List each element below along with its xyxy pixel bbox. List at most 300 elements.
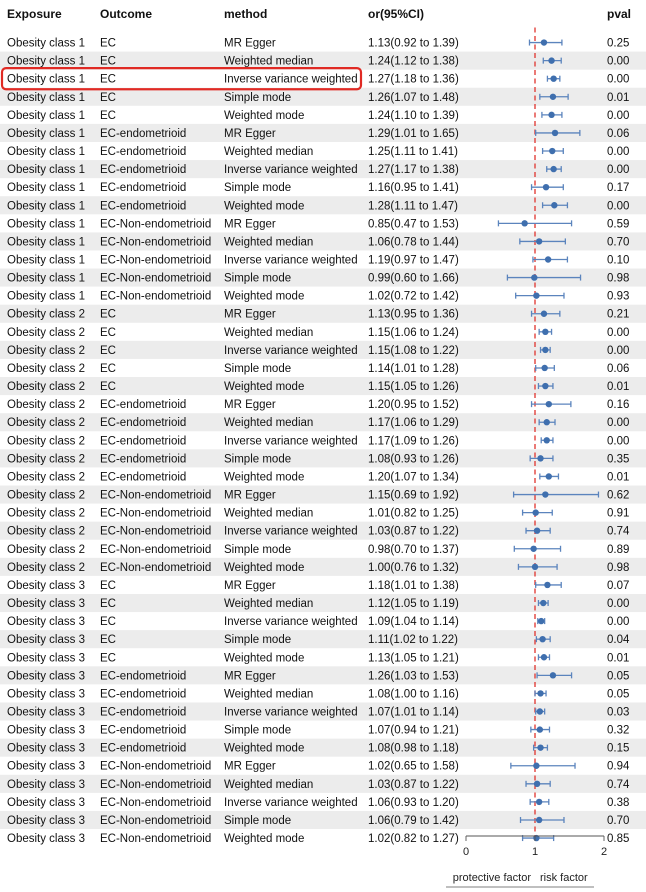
point-estimate [543,184,549,190]
exposure-cell: Obesity class 1 [7,182,85,195]
exposure-cell: Obesity class 2 [7,399,85,412]
effect-estimate [514,546,560,552]
exposure-cell: Obesity class 2 [7,308,85,321]
point-estimate [542,383,548,389]
exposure-cell: Obesity class 3 [7,706,85,719]
exposure-cell: Obesity class 3 [7,814,85,827]
effect-estimate [535,690,546,696]
outcome-cell: EC-Non-endometrioid [100,236,212,249]
pval-cell: 0.85 [607,833,630,846]
or-ci-cell: 1.26(1.07 to 1.48) [368,91,459,104]
table-row [7,38,629,50]
pval-cell: 0.89 [607,543,630,556]
x-axis [463,836,607,858]
exposure-cell: Obesity class 3 [7,742,85,755]
or-ci-cell: 1.01(0.82 to 1.25) [368,507,459,520]
method-cell: Simple mode [224,634,292,647]
exposure-cell: Obesity class 1 [7,55,85,68]
or-ci-cell: 1.15(1.08 to 1.22) [368,344,459,357]
outcome-cell: EC-endometrioid [100,417,187,430]
method-cell: Inverse variance weighted [224,164,358,177]
point-estimate [545,256,551,262]
effect-estimate [511,763,575,769]
point-estimate [551,202,557,208]
effect-estimate [542,112,562,118]
pval-cell: 0.32 [607,724,630,737]
or-ci-cell: 0.98(0.70 to 1.37) [368,543,459,556]
point-estimate [541,365,547,371]
pval-cell: 0.93 [607,290,630,303]
or-ci-cell: 1.29(1.01 to 1.65) [368,127,459,140]
method-cell: MR Egger [224,579,276,592]
method-cell: MR Egger [224,218,276,231]
pval-cell: 0.01 [607,652,630,665]
or-ci-cell: 1.06(0.78 to 1.44) [368,236,459,249]
exposure-cell: Obesity class 2 [7,362,85,375]
outcome-cell: EC-Non-endometrioid [100,543,212,556]
method-cell: Simple mode [224,724,292,737]
effect-marks-layer [498,39,598,841]
method-cell: Inverse variance weighted [224,616,358,629]
or-ci-cell: 1.28(1.11 to 1.47) [368,200,458,213]
method-cell: Inverse variance weighted [224,73,358,86]
method-cell: Weighted median [224,507,314,520]
method-cell: MR Egger [224,489,276,502]
method-cell: MR Egger [224,37,276,50]
or-ci-cell: 1.08(0.98 to 1.18) [368,742,459,755]
pval-cell: 0.62 [607,489,630,502]
method-cell: Weighted median [224,236,314,249]
method-cell: MR Egger [224,670,276,683]
pval-cell: 0.74 [607,778,630,791]
exposure-cell: Obesity class 3 [7,616,85,629]
outcome-cell: EC [100,326,116,339]
exposure-cell: Obesity class 2 [7,326,85,339]
method-cell: Weighted mode [224,742,305,755]
point-estimate [541,39,547,45]
method-cell: Weighted median [224,55,314,68]
outcome-cell: EC-endometrioid [100,399,187,412]
table-row [7,652,629,664]
protective-factor-label: protective factor [452,872,531,884]
method-cell: Weighted mode [224,290,305,303]
exposure-cell: Obesity class 1 [7,146,85,159]
exposure-cell: Obesity class 2 [7,417,85,430]
row-shade [0,739,646,757]
method-cell: MR Egger [224,127,276,140]
outcome-cell: EC [100,598,116,611]
outcome-cell: EC-endometrioid [100,435,187,448]
effect-estimate [540,473,559,479]
exposure-cell: Obesity class 3 [7,724,85,737]
outcome-cell: EC [100,55,116,68]
table-row [7,74,629,86]
outcome-cell: EC-Non-endometrioid [100,561,212,574]
or-ci-cell: 1.27(1.17 to 1.38) [368,164,459,177]
or-ci-cell: 1.09(1.04 to 1.14) [368,616,459,629]
point-estimate [541,654,547,660]
table-row [7,435,629,447]
outcome-cell: EC-endometrioid [100,182,187,195]
point-estimate [531,274,537,280]
or-ci-cell: 1.12(1.05 to 1.19) [368,598,459,611]
table-rows-layer [7,38,630,846]
table-row [7,255,629,267]
column-header-row [7,7,631,21]
point-estimate [546,473,552,479]
exposure-cell: Obesity class 1 [7,200,85,213]
method-cell: Weighted mode [224,833,305,846]
outcome-cell: EC [100,308,116,321]
pval-cell: 0.01 [607,381,630,394]
pval-cell: 0.98 [607,272,630,285]
effect-estimate [529,39,561,45]
pval-cell: 0.70 [607,236,630,249]
pval-cell: 0.05 [607,670,630,683]
or-ci-cell: 1.06(0.79 to 1.42) [368,814,459,827]
point-estimate [540,600,546,606]
header-outcome: Outcome [100,7,153,21]
outcome-cell: EC-endometrioid [100,146,187,159]
or-ci-cell: 1.16(0.95 to 1.41) [368,182,459,195]
method-cell: Weighted mode [224,200,305,213]
effect-estimate [516,292,564,298]
exposure-cell: Obesity class 3 [7,796,85,809]
method-cell: Simple mode [224,272,292,285]
method-cell: Weighted median [224,688,314,701]
outcome-cell: EC [100,381,116,394]
effect-estimate [539,329,551,335]
method-cell: Inverse variance weighted [224,254,358,267]
table-row [7,616,629,628]
point-estimate [541,311,547,317]
point-estimate [537,708,543,714]
point-estimate [550,166,556,172]
pval-cell: 0.00 [607,344,630,357]
outcome-cell: EC-endometrioid [100,164,187,177]
exposure-cell: Obesity class 3 [7,833,85,846]
pval-cell: 0.00 [607,146,630,159]
point-estimate [534,528,540,534]
outcome-cell: EC [100,344,116,357]
effect-estimate [530,799,549,805]
outcome-cell: EC-Non-endometrioid [100,796,212,809]
outcome-cell: EC-endometrioid [100,742,187,755]
pval-cell: 0.06 [607,362,630,375]
row-shade [0,594,646,612]
exposure-cell: Obesity class 1 [7,236,85,249]
pval-cell: 0.00 [607,109,630,122]
method-cell: Inverse variance weighted [224,706,358,719]
outcome-cell: EC [100,73,116,86]
outcome-cell: EC-Non-endometrioid [100,507,212,520]
table-row [7,471,629,483]
header-exposure: Exposure [7,7,62,21]
pval-cell: 0.25 [607,37,630,50]
method-cell: MR Egger [224,308,276,321]
point-estimate [550,94,556,100]
or-ci-cell: 1.06(0.93 to 1.20) [368,796,459,809]
outcome-cell: EC-endometrioid [100,688,187,701]
exposure-cell: Obesity class 1 [7,73,85,86]
effect-estimate [541,437,553,443]
outcome-cell: EC-endometrioid [100,200,187,213]
point-estimate [536,817,542,823]
point-estimate [533,763,539,769]
or-ci-cell: 0.85(0.47 to 1.53) [368,218,459,231]
effect-estimate [533,256,568,262]
or-ci-cell: 1.20(1.07 to 1.34) [368,471,459,484]
pval-cell: 0.07 [607,579,630,592]
exposure-cell: Obesity class 1 [7,290,85,303]
point-estimate [544,582,550,588]
method-cell: Inverse variance weighted [224,435,358,448]
or-ci-cell: 0.99(0.60 to 1.66) [368,272,459,285]
point-estimate [536,799,542,805]
or-ci-cell: 1.13(1.05 to 1.21) [368,652,459,665]
pval-cell: 0.00 [607,200,630,213]
effect-estimate [531,726,550,732]
outcome-cell: EC-endometrioid [100,127,187,140]
pval-cell: 0.00 [607,616,630,629]
outcome-cell: EC [100,37,116,50]
pval-cell: 0.94 [607,760,630,773]
pval-cell: 0.00 [607,73,630,86]
exposure-cell: Obesity class 3 [7,598,85,611]
exposure-cell: Obesity class 2 [7,561,85,574]
x-tick-label: 1 [531,846,539,858]
pval-cell: 0.59 [607,218,630,231]
table-row [7,725,629,737]
table-row [7,110,629,122]
pval-cell: 0.21 [607,308,630,321]
method-cell: Weighted median [224,778,314,791]
point-estimate [538,618,544,624]
or-ci-cell: 1.08(0.93 to 1.26) [368,453,459,466]
pval-cell: 0.15 [607,742,630,755]
method-cell: Inverse variance weighted [224,796,358,809]
pval-cell: 0.38 [607,796,630,809]
point-estimate [537,455,543,461]
outcome-cell: EC-endometrioid [100,724,187,737]
method-cell: Weighted median [224,146,314,159]
effect-estimate [532,401,571,407]
method-cell: Weighted mode [224,109,305,122]
pval-cell: 0.04 [607,634,630,647]
method-cell: MR Egger [224,760,276,773]
effect-estimate [532,184,564,190]
point-estimate [544,419,550,425]
point-estimate [542,347,548,353]
exposure-cell: Obesity class 1 [7,254,85,267]
method-cell: Inverse variance weighted [224,344,358,357]
method-cell: Weighted median [224,326,314,339]
point-estimate [548,57,554,63]
point-estimate [544,437,550,443]
exposure-cell: Obesity class 3 [7,652,85,665]
point-estimate [546,401,552,407]
pval-cell: 0.00 [607,598,630,611]
x-tick-label: 0 [462,846,470,858]
outcome-cell: EC-Non-endometrioid [100,778,212,791]
method-cell: Simple mode [224,362,292,375]
point-estimate [532,564,538,570]
point-estimate [537,726,543,732]
effect-estimate [543,148,564,154]
or-ci-cell: 1.02(0.82 to 1.27) [368,833,459,846]
pval-cell: 0.70 [607,814,630,827]
exposure-cell: Obesity class 1 [7,164,85,177]
outcome-cell: EC-Non-endometrioid [100,525,212,538]
exposure-cell: Obesity class 2 [7,489,85,502]
exposure-cell: Obesity class 3 [7,579,85,592]
or-ci-cell: 1.17(1.09 to 1.26) [368,435,459,448]
point-estimate [548,112,554,118]
point-estimate [537,690,543,696]
or-ci-cell: 1.19(0.97 to 1.47) [368,254,459,267]
exposure-cell: Obesity class 2 [7,381,85,394]
or-ci-cell: 1.24(1.12 to 1.38) [368,55,459,68]
pval-cell: 0.00 [607,435,630,448]
method-cell: Weighted median [224,598,314,611]
effect-estimate [547,76,559,82]
exposure-cell: Obesity class 3 [7,634,85,647]
exposure-cell: Obesity class 1 [7,91,85,104]
outcome-cell: EC-endometrioid [100,471,187,484]
exposure-cell: Obesity class 1 [7,218,85,231]
method-cell: Weighted mode [224,561,305,574]
or-ci-cell: 1.24(1.10 to 1.39) [368,109,459,122]
or-ci-cell: 1.07(1.01 to 1.14) [368,706,459,719]
method-cell: Simple mode [224,182,292,195]
or-ci-cell: 1.25(1.11 to 1.41) [368,146,458,159]
or-ci-cell: 1.13(0.92 to 1.39) [368,37,459,50]
or-ci-cell: 1.03(0.87 to 1.22) [368,525,459,538]
header-pval: pval [607,7,632,21]
outcome-cell: EC [100,652,116,665]
table-row [7,218,629,230]
method-cell: Simple mode [224,814,292,827]
pval-cell: 0.98 [607,561,630,574]
outcome-cell: EC-endometrioid [100,706,187,719]
outcome-cell: EC-endometrioid [100,670,187,683]
or-ci-cell: 1.27(1.18 to 1.36) [368,73,459,86]
or-ci-cell: 1.15(1.05 to 1.26) [368,381,459,394]
point-estimate [536,238,542,244]
or-ci-cell: 1.20(0.95 to 1.52) [368,399,459,412]
pval-cell: 0.17 [607,182,630,195]
point-estimate [550,76,556,82]
effect-estimate [538,618,545,624]
outcome-cell: EC [100,579,116,592]
or-ci-cell: 1.15(0.69 to 1.92) [368,489,459,502]
outcome-cell: EC-Non-endometrioid [100,272,212,285]
method-cell: Simple mode [224,453,292,466]
or-ci-cell: 1.02(0.65 to 1.58) [368,760,459,773]
exposure-cell: Obesity class 1 [7,37,85,50]
effect-estimate [536,365,555,371]
exposure-cell: Obesity class 2 [7,525,85,538]
table-row [7,399,629,411]
outcome-cell: EC-endometrioid [100,453,187,466]
exposure-cell: Obesity class 2 [7,453,85,466]
or-ci-cell: 1.11(1.02 to 1.22) [368,634,458,647]
method-cell: MR Egger [224,399,276,412]
point-estimate [533,292,539,298]
method-cell: Weighted median [224,417,314,430]
exposure-cell: Obesity class 1 [7,109,85,122]
outcome-cell: EC [100,109,116,122]
outcome-cell: EC-Non-endometrioid [100,254,212,267]
or-ci-cell: 1.03(0.87 to 1.22) [368,778,459,791]
method-cell: Simple mode [224,543,292,556]
pval-cell: 0.06 [607,127,630,140]
outcome-cell: EC-Non-endometrioid [100,489,212,502]
table-row [7,797,629,809]
pval-cell: 0.01 [607,91,630,104]
table-row [7,327,629,339]
outcome-cell: EC [100,91,116,104]
x-tick-label: 2 [600,846,608,858]
or-ci-cell: 1.15(1.06 to 1.24) [368,326,459,339]
point-estimate [530,546,536,552]
or-ci-cell: 1.00(0.76 to 1.32) [368,561,459,574]
exposure-cell: Obesity class 2 [7,435,85,448]
point-estimate [542,491,548,497]
pval-cell: 0.00 [607,55,630,68]
exposure-cell: Obesity class 1 [7,272,85,285]
point-estimate [532,509,538,515]
or-ci-cell: 1.18(1.01 to 1.38) [368,579,459,592]
exposure-cell: Obesity class 2 [7,543,85,556]
header-or-ci: or(95%CI) [368,7,425,21]
exposure-cell: Obesity class 1 [7,127,85,140]
pval-cell: 0.74 [607,525,630,538]
exposure-cell: Obesity class 3 [7,688,85,701]
or-ci-cell: 1.02(0.72 to 1.42) [368,290,459,303]
point-estimate [539,636,545,642]
exposure-cell: Obesity class 2 [7,471,85,484]
point-estimate [552,130,558,136]
outcome-cell: EC [100,634,116,647]
or-ci-cell: 1.17(1.06 to 1.29) [368,417,459,430]
or-ci-cell: 1.07(0.94 to 1.21) [368,724,459,737]
outcome-cell: EC [100,362,116,375]
point-estimate [521,220,527,226]
pval-cell: 0.16 [607,399,630,412]
pval-cell: 0.10 [607,254,630,267]
exposure-cell: Obesity class 3 [7,778,85,791]
point-estimate [534,781,540,787]
pval-cell: 0.35 [607,453,630,466]
method-cell: Weighted mode [224,471,305,484]
point-estimate [549,148,555,154]
exposure-cell: Obesity class 2 [7,344,85,357]
exposure-cell: Obesity class 2 [7,507,85,520]
table-row [7,688,629,700]
outcome-cell: EC-Non-endometrioid [100,814,212,827]
pval-cell: 0.91 [607,507,630,520]
point-estimate [537,744,543,750]
exposure-cell: Obesity class 3 [7,760,85,773]
method-cell: Inverse variance weighted [224,525,358,538]
outcome-cell: EC-Non-endometrioid [100,218,212,231]
or-ci-cell: 1.14(1.01 to 1.28) [368,362,459,375]
header-method: method [224,7,268,21]
pval-cell: 0.05 [607,688,630,701]
outcome-cell: EC [100,616,116,629]
point-estimate [542,329,548,335]
